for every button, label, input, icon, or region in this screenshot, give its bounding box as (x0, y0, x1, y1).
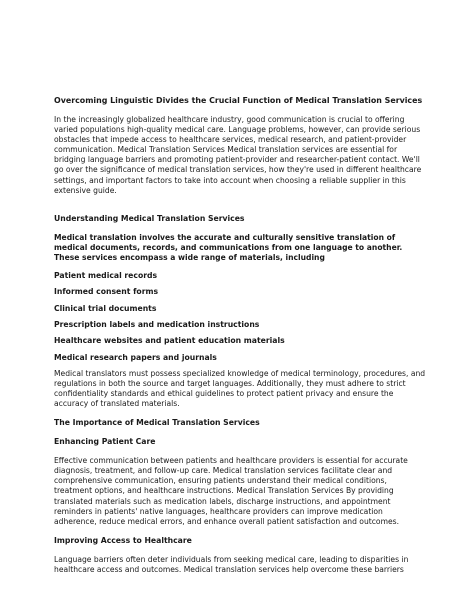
list-item: Clinical trial documents (54, 303, 157, 313)
list-item: Healthcare websites and patient education materials (54, 336, 285, 346)
subsection-heading-patient-care: Enhancing Patient Care (54, 437, 156, 447)
subsection-heading-access: Improving Access to Healthcare (54, 535, 192, 545)
intro-paragraph: In the increasingly globalized healthcare industry, good communication is crucial to offering varied populations high-quality medical care. Language problems, however, can provide serious obstacles that impede access to healthcare services, medical research, and patient-provider communication. Medical Translation Services Medical translation services are essential for bridging language barriers and promoting patient-provider and researcher-patient contact. We'll go over the significance of medical translation services, how they're used in different healthcare settings, and important factors to take into account when choosing a reliable supplier in this extensive guide. (54, 115, 422, 195)
section-heading-importance: The Importance of Medical Translation Services (54, 418, 260, 428)
patient-care-paragraph: Effective communication between patients and healthcare providers is essential for accurate diagnosis, treatment, and follow-up care. Medical translation services facilitate clear and comprehensive communication, ensuring patients understand their medical conditions, treatment options, and healthcare instructions. Medical Translation Services By providing translated materials such as medication labels, discharge instructions, and appointment reminders in patients' native languages, healthcare providers can improve medication adherence, reduce medical errors, and enhance overall patient satisfaction and outcomes. (54, 456, 408, 526)
list-item: Prescription labels and medication instructions (54, 319, 260, 329)
access-paragraph: Language barriers often deter individuals from seeking medical care, leading to disparities in healthcare access and outcomes. Medical translation services help overcome these barriers (54, 554, 409, 574)
list-item: Informed consent forms (54, 287, 159, 297)
translators-paragraph: Medical translators must possess specialized knowledge of medical terminology, procedures, and regulations in both the source and target languages. Additionally, they must adhere to strict confidentiality standards and ethical guidelines to protect patient privacy and ensure the accuracy of translated materials. (54, 368, 426, 409)
document-title: Overcoming Linguistic Divides the Crucial Function of Medical Translation Services (54, 96, 423, 105)
document-body (54, 96, 426, 584)
section-lead-paragraph: Medical translation involves the accurate and culturally sensitive translation of medical documents, records, and communications from one language to another. These services encompass a wide range of materials, including (54, 232, 403, 262)
list-item: Medical research papers and journals (54, 352, 217, 362)
section-heading-understanding: Understanding Medical Translation Services (54, 213, 245, 223)
list-item: Patient medical records (54, 271, 158, 281)
